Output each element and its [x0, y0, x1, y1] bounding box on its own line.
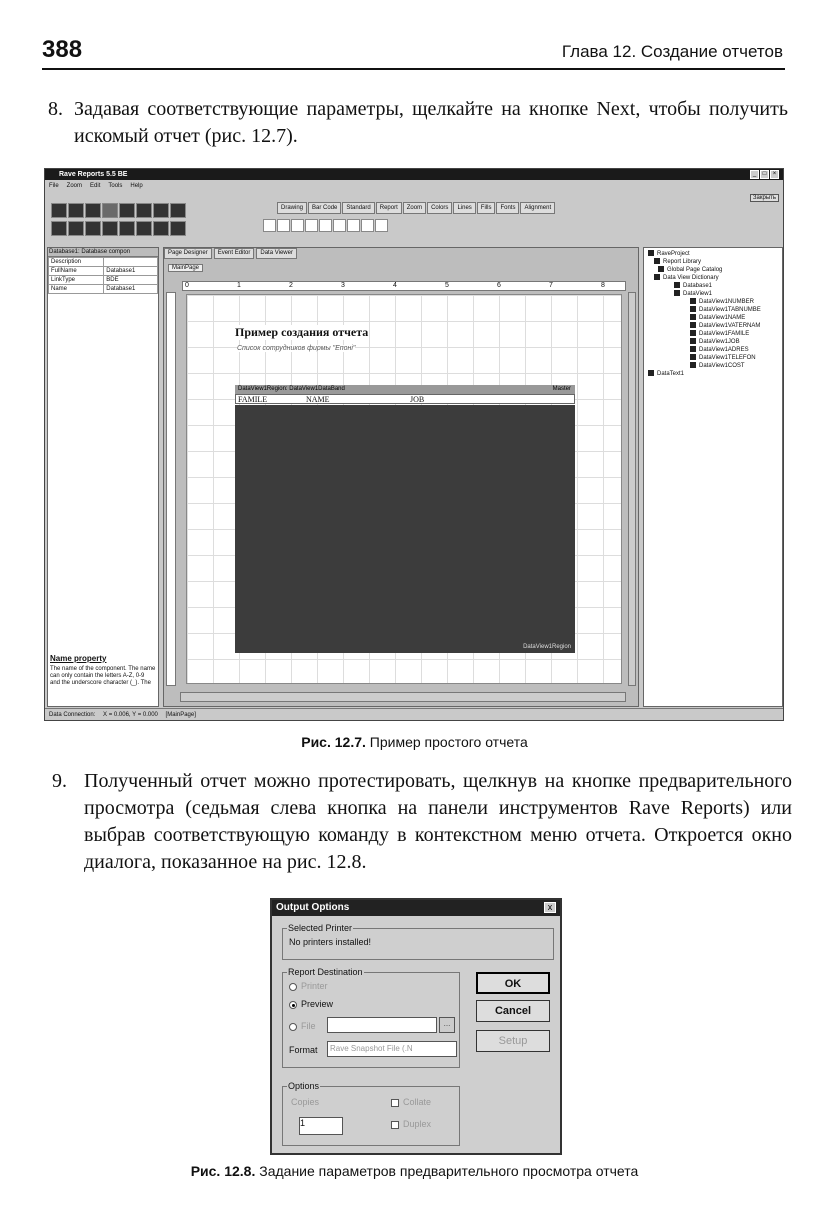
tab-fonts[interactable]: Fonts — [496, 202, 519, 214]
page-designer — [163, 247, 639, 707]
paragraph-9 — [52, 768, 792, 876]
tree-label: DataView1COST — [699, 363, 745, 369]
property-name: FullName — [49, 267, 104, 276]
new-report-icon[interactable] — [102, 203, 118, 218]
tree-node[interactable] — [648, 290, 778, 298]
radio-preview[interactable] — [289, 999, 333, 1009]
ruler-mark: 7 — [549, 282, 553, 289]
radio-label: Preview — [301, 999, 334, 1009]
designer-tabs — [164, 248, 299, 259]
field-icon — [690, 322, 696, 328]
status-connection: Data Connection: — [49, 712, 96, 718]
tree-node[interactable] — [648, 314, 778, 322]
tab-page-designer[interactable]: Page Designer — [164, 248, 212, 259]
menu-tools[interactable]: Tools — [108, 183, 123, 189]
tree-node[interactable] — [648, 370, 778, 378]
vertical-ruler — [166, 292, 176, 686]
group-label: Report Destination — [288, 967, 363, 977]
ok-button[interactable]: OK — [476, 972, 550, 994]
tab-data-viewer[interactable]: Data Viewer — [256, 248, 297, 259]
checkbox-icon — [391, 1121, 399, 1129]
field-famile[interactable]: FAMILE — [238, 395, 268, 404]
align-left-icon[interactable] — [51, 221, 67, 236]
tree-label: Data View Dictionary — [663, 275, 719, 281]
datatext-icon — [648, 370, 654, 376]
metafile-icon[interactable] — [333, 219, 346, 232]
chapter-header: Глава 12. Создание отчетов — [561, 42, 783, 61]
property-name: Description — [49, 258, 104, 267]
tree-node[interactable] — [648, 266, 778, 274]
tree-label: DataView1TELEFON — [699, 355, 756, 361]
new-project-icon[interactable] — [51, 203, 67, 218]
property-value[interactable]: Database1 — [104, 267, 158, 276]
tab-fills[interactable]: Fills — [477, 202, 496, 214]
tree-label: DataView1NUMBER — [699, 299, 754, 305]
databand-fields[interactable] — [235, 394, 575, 404]
printer-value: No printers installed! — [289, 937, 372, 947]
property-inspector — [47, 247, 159, 707]
duplex-checkbox[interactable] — [391, 1119, 431, 1129]
property-value[interactable] — [104, 258, 158, 267]
dataview-icon — [674, 290, 680, 296]
property-name: LinkType — [49, 276, 104, 285]
tree-node[interactable] — [648, 322, 778, 330]
figure-caption-text: Задание параметров предварительного просмотра отчета — [259, 1163, 639, 1179]
page-number: 388 — [42, 36, 83, 63]
checkbox-label: Collate — [403, 1097, 432, 1107]
project-tree — [643, 247, 783, 707]
catalog-icon — [658, 266, 664, 272]
browse-icon[interactable]: … — [439, 1017, 455, 1033]
menu-zoom[interactable]: Zoom — [66, 183, 83, 189]
ruler-mark: 5 — [445, 282, 449, 289]
format-label: Format — [289, 1045, 318, 1055]
menu-edit[interactable]: Edit — [90, 183, 101, 189]
status-coords: X = 0.006, Y = 0.000 — [103, 712, 158, 718]
field-icon — [690, 314, 696, 320]
figure-caption-12-7 — [0, 734, 829, 750]
property-value[interactable]: Database1 — [104, 285, 158, 294]
field-icon — [690, 346, 696, 352]
library-icon — [654, 258, 660, 264]
preview-icon[interactable] — [170, 203, 186, 218]
radio-label: Printer — [301, 981, 328, 991]
collate-checkbox[interactable] — [391, 1097, 431, 1107]
header-rule — [42, 68, 785, 70]
close-toolbar-button[interactable]: Закрыть — [750, 194, 779, 202]
tree-label: DataView1VATERNAM — [699, 323, 761, 329]
paragraph-text: Полученный отчет можно протестировать, щелкнув на кнопке предварительного просмотра (седьмая слева кнопка на панели инструментов Rave Reports) или выбрав соответствующую команду в контекстном меню отчета. Откроется окно диалога, показанное на рис. 12.8. — [84, 770, 792, 873]
tree-node[interactable] — [648, 330, 778, 338]
field-icon — [690, 298, 696, 304]
figure-caption-text: Пример простого отчета — [369, 734, 528, 750]
tree-node[interactable] — [648, 338, 778, 346]
help-title: Name property — [50, 654, 107, 663]
bring-front-icon[interactable] — [153, 221, 169, 236]
vertical-scrollbar[interactable] — [628, 292, 636, 686]
status-page: [MainPage] — [165, 712, 196, 718]
ruler-mark: 6 — [497, 282, 501, 289]
dialog-title: Output Options — [272, 900, 560, 916]
tab-colors[interactable]: Colors — [427, 202, 452, 214]
database-icon — [674, 282, 680, 288]
paragraph-text: Задавая соответствующие параметры, щелкайте на кнопке Next, чтобы получить искомый отчет (рис. 12.7). — [74, 98, 788, 147]
tree-label: DataView1TABNUMBE — [699, 307, 761, 313]
text-icon[interactable] — [277, 219, 290, 232]
format-select[interactable]: Rave Snapshot File (.N — [327, 1041, 457, 1057]
property-name: Name — [49, 285, 104, 294]
setup-button[interactable]: Setup — [476, 1030, 550, 1052]
menu-bar — [45, 181, 783, 192]
project-icon — [648, 250, 654, 256]
field-icon — [690, 306, 696, 312]
group-label: Options — [288, 1081, 320, 1091]
tree-node[interactable] — [648, 274, 778, 282]
radio-icon — [289, 983, 297, 991]
output-options-dialog — [270, 898, 562, 1155]
tab-alignment[interactable]: Alignment — [520, 202, 555, 214]
window-title: Rave Reports 5.5 BE — [59, 171, 128, 178]
maximize-icon[interactable]: □ — [760, 170, 769, 179]
open-icon[interactable] — [68, 203, 84, 218]
databand-label: DataView1Region: DataView1DataBand — [238, 386, 345, 392]
shape-icon[interactable] — [375, 219, 388, 232]
menu-file[interactable]: File — [49, 183, 59, 189]
paragraph-number: 8. — [48, 98, 63, 120]
property-row[interactable] — [49, 258, 158, 267]
fontmaster-icon[interactable] — [347, 219, 360, 232]
tab-main-page[interactable]: MainPage — [168, 264, 203, 272]
master-label: Master — [552, 386, 571, 392]
report-subtitle[interactable]: Список сотрудников фирмы "Епоні" — [237, 345, 356, 352]
ruler-mark: 4 — [393, 282, 397, 289]
status-bar — [45, 708, 783, 720]
figure-label: Рис. 12.7. — [301, 734, 366, 750]
field-icon — [690, 338, 696, 344]
new-page-icon[interactable] — [119, 203, 135, 218]
new-dataview-icon[interactable] — [153, 203, 169, 218]
radio-file[interactable] — [289, 1021, 316, 1031]
tree-node[interactable] — [648, 258, 778, 266]
tree-node[interactable] — [648, 346, 778, 354]
tree-label: RaveProject — [657, 251, 690, 257]
tree-node[interactable] — [648, 298, 778, 306]
radio-label: File — [301, 1021, 316, 1031]
minimize-icon[interactable]: _ — [750, 170, 759, 179]
rave-reports-screenshot — [44, 168, 784, 721]
standard-components — [263, 219, 389, 234]
tree-label: DataView1 — [683, 291, 712, 297]
window-title-bar — [45, 169, 783, 180]
tree-node[interactable] — [648, 282, 778, 290]
tree-node[interactable] — [648, 354, 778, 362]
property-row[interactable] — [49, 267, 158, 276]
tree-label: Report Library — [663, 259, 702, 265]
region-label: DataView1Region — [523, 644, 571, 650]
radio-selected-icon — [289, 1001, 297, 1009]
bitmap-icon[interactable] — [319, 219, 332, 232]
copies-label: Copies — [291, 1097, 320, 1107]
figure-caption-12-8 — [0, 1163, 829, 1179]
radio-printer[interactable] — [289, 981, 328, 991]
databand-header[interactable] — [235, 385, 575, 394]
radio-icon — [289, 1023, 297, 1031]
selected-printer-group — [282, 923, 554, 960]
align-center-icon[interactable] — [68, 221, 84, 236]
pagenum-icon[interactable] — [361, 219, 374, 232]
send-back-icon[interactable] — [170, 221, 186, 236]
tree-label: DataView1JOB — [699, 339, 740, 345]
menu-help[interactable]: Help — [130, 183, 143, 189]
component-tabs — [277, 202, 556, 214]
checkbox-label: Duplex — [403, 1119, 432, 1129]
save-icon[interactable] — [85, 203, 101, 218]
tree-label: DataView1NAME — [699, 315, 746, 321]
file-name-input[interactable] — [327, 1017, 437, 1033]
group-label: Selected Printer — [288, 923, 353, 933]
ruler-mark: 8 — [601, 282, 605, 289]
field-icon — [690, 362, 696, 368]
tab-standard[interactable]: Standard — [342, 202, 374, 214]
tree-node[interactable] — [648, 362, 778, 370]
pointer-icon[interactable] — [263, 219, 276, 232]
field-icon — [690, 354, 696, 360]
new-global-icon[interactable] — [136, 203, 152, 218]
section-icon[interactable] — [305, 219, 318, 232]
toolbar-row-1 — [51, 203, 281, 220]
tree-node[interactable] — [648, 306, 778, 314]
tab-event-editor[interactable]: Event Editor — [214, 248, 255, 259]
dictionary-icon — [654, 274, 660, 280]
field-job[interactable]: JOB — [410, 395, 425, 404]
field-icon — [690, 330, 696, 336]
memo-icon[interactable] — [291, 219, 304, 232]
report-title[interactable]: Пример создания отчета — [235, 325, 369, 339]
tab-lines[interactable]: Lines — [453, 202, 475, 214]
tree-label: DataText1 — [657, 371, 685, 377]
ruler-mark: 2 — [289, 282, 293, 289]
copies-input[interactable]: 1 — [299, 1117, 343, 1135]
horizontal-scrollbar[interactable] — [180, 692, 626, 702]
tree-label: DataView1ADRES — [699, 347, 749, 353]
paragraph-number: 9. — [52, 770, 67, 792]
paragraph-8 — [48, 96, 788, 150]
align-bottom-icon[interactable] — [136, 221, 152, 236]
align-middle-icon[interactable] — [119, 221, 135, 236]
tab-report[interactable]: Report — [376, 202, 402, 214]
tab-zoom[interactable]: Zoom — [403, 202, 426, 214]
tree-label: Global Page Catalog — [667, 267, 723, 273]
tree-node[interactable] — [648, 250, 778, 258]
field-name[interactable]: NAME — [306, 395, 330, 404]
property-grid — [48, 257, 158, 294]
close-icon[interactable]: × — [770, 170, 779, 179]
checkbox-icon — [391, 1099, 399, 1107]
close-icon[interactable]: x — [544, 902, 556, 913]
property-row[interactable] — [49, 285, 158, 294]
tab-drawing[interactable]: Drawing — [277, 202, 307, 214]
property-row[interactable] — [49, 276, 158, 285]
tree-label: Database1 — [683, 283, 713, 289]
tree-label: DataView1FAMILE — [699, 331, 750, 337]
options-group — [282, 1081, 460, 1146]
align-right-icon[interactable] — [85, 221, 101, 236]
ruler-mark: 0 — [185, 282, 189, 289]
figure-label: Рис. 12.8. — [190, 1163, 256, 1179]
report-destination-group — [282, 967, 460, 1068]
property-value[interactable]: BDE — [104, 276, 158, 285]
tab-barcode[interactable]: Bar Code — [308, 202, 341, 214]
inspector-header[interactable]: Database1: Database compon — [48, 248, 158, 257]
dataview-region[interactable] — [235, 405, 575, 653]
cancel-button[interactable]: Cancel — [476, 1000, 550, 1022]
ruler-mark: 3 — [341, 282, 345, 289]
toolbar-row-2 — [51, 221, 281, 238]
help-text: The name of the component. The name can only contain the letters A-Z, 0-9 and the underscore character (_). The — [50, 666, 156, 686]
ruler-mark: 1 — [237, 282, 241, 289]
report-page-canvas[interactable] — [186, 294, 622, 684]
align-top-icon[interactable] — [102, 221, 118, 236]
horizontal-ruler — [182, 281, 626, 291]
